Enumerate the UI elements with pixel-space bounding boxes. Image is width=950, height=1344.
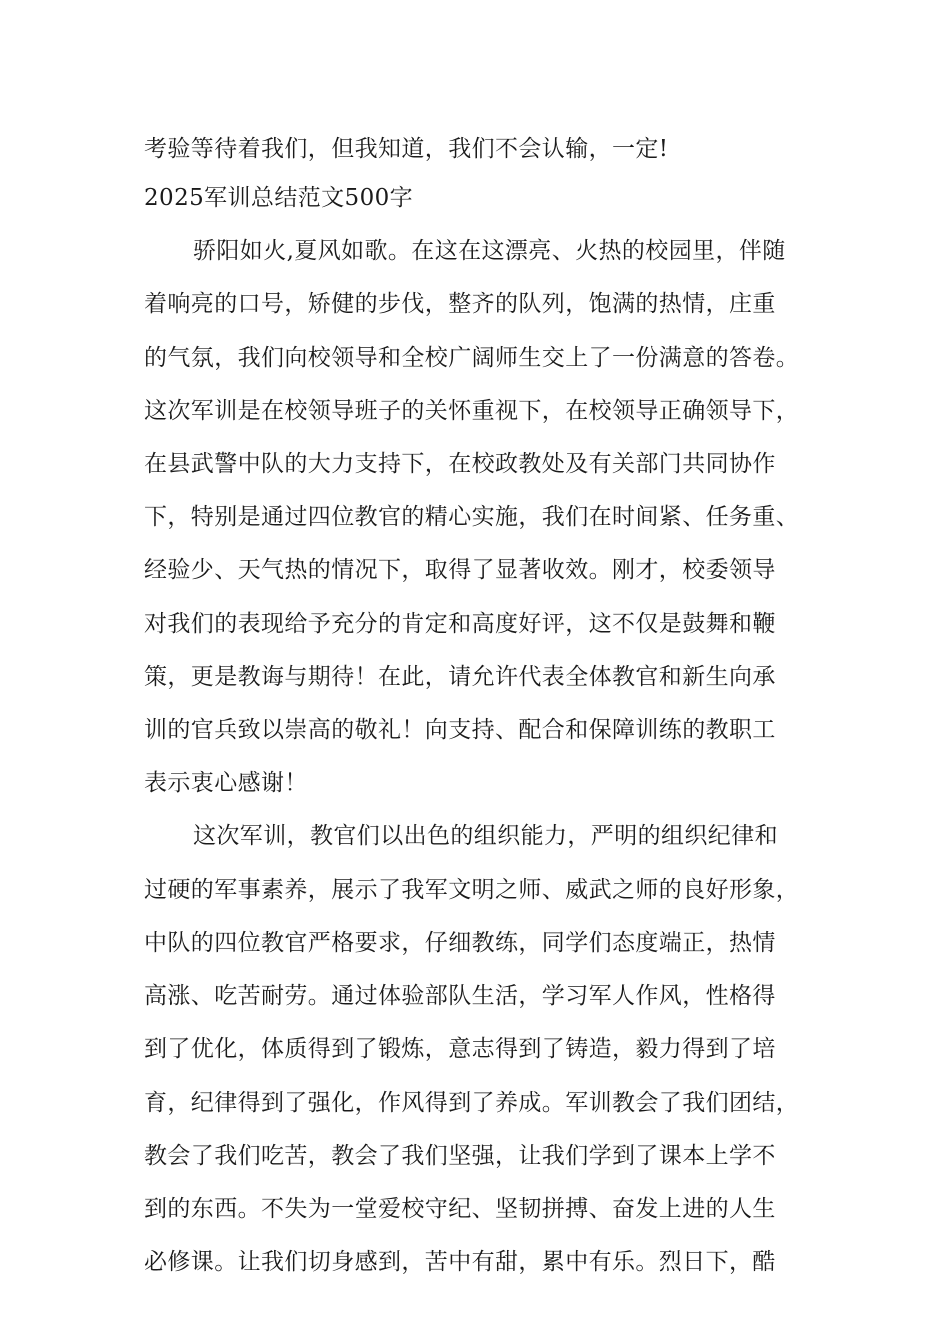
text-line: 到的东西。不失为一堂爱校守纪、坚韧拼搏、奋发上进的人生 xyxy=(144,1196,776,1222)
text-line: 必修课。让我们切身感到，苦中有甜，累中有乐。烈日下，酷 xyxy=(144,1249,776,1275)
section-heading: 2025军训总结范文500字 xyxy=(144,185,414,211)
text-line: 对我们的表现给予充分的肯定和高度好评，这不仅是鼓舞和鞭 xyxy=(144,611,776,637)
text-line: 中队的四位教官严格要求，仔细教练，同学们态度端正，热情 xyxy=(144,930,776,956)
text-line: 高涨、吃苦耐劳。通过体验部队生活，学习军人作风，性格得 xyxy=(144,983,776,1009)
text-line: 经验少、天气热的情况下，取得了显著收效。刚才，校委领导 xyxy=(144,557,776,583)
text-line: 骄阳如火,夏风如歌。在这在这漂亮、火热的校园里，伴随 xyxy=(193,238,786,264)
text-line: 着响亮的口号，矫健的步伐，整齐的队列，饱满的热情，庄重 xyxy=(144,291,776,317)
text-line: 过硬的军事素养，展示了我军文明之师、威武之师的良好形象， xyxy=(144,877,800,903)
text-line: 教会了我们吃苦，教会了我们坚强，让我们学到了课本上学不 xyxy=(144,1143,776,1169)
text-line: 这次军训，教官们以出色的组织能力，严明的组织纪律和 xyxy=(193,823,778,849)
text-line: 这次军训是在校领导班子的关怀重视下，在校领导正确领导下， xyxy=(144,398,800,424)
text-line: 到了优化，体质得到了锻炼，意志得到了铸造，毅力得到了培 xyxy=(144,1036,776,1062)
text-line: 在县武警中队的大力支持下，在校政教处及有关部门共同协作 xyxy=(144,451,776,477)
text-line: 考验等待着我们，但我知道，我们不会认输，一定! xyxy=(144,136,669,162)
text-line: 训的官兵致以崇高的敬礼！向支持、配合和保障训练的教职工 xyxy=(144,717,776,743)
text-line: 下，特别是通过四位教官的精心实施，我们在时间紧、任务重、 xyxy=(144,504,800,530)
text-line: 育，纪律得到了强化，作风得到了养成。军训教会了我们团结， xyxy=(144,1090,800,1116)
text-line: 的气氛，我们向校领导和全校广阔师生交上了一份满意的答卷。 xyxy=(144,345,800,371)
text-line: 表示衷心感谢！ xyxy=(144,770,308,796)
text-line: 策，更是教诲与期待！在此，请允许代表全体教官和新生向承 xyxy=(144,664,776,690)
